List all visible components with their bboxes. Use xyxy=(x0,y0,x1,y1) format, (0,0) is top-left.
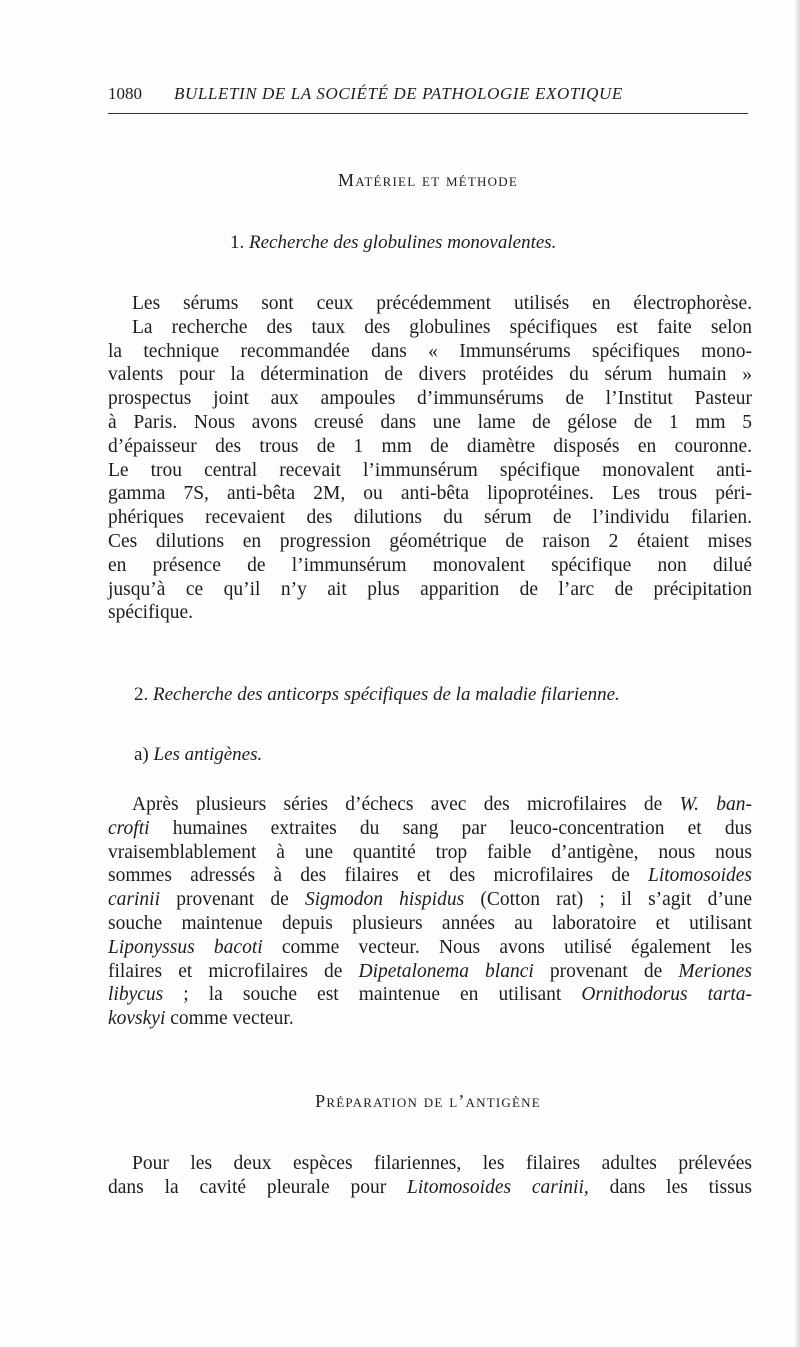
paragraph-preparation xyxy=(108,1152,752,1200)
text-line: d’épaisseur des trous de 1 mm de diamètre disposés en couronne. xyxy=(108,435,752,457)
text-line: kovskyi comme vecteur. xyxy=(108,1008,294,1030)
section-title-preparation: Préparation de l’antigène xyxy=(315,1091,541,1111)
subheading-2 xyxy=(134,684,620,706)
text-line: vraisemblablement à une quantité trop faible d’antigène, nous nous xyxy=(108,841,752,863)
text-line: valents pour la détermination de divers protéides du sérum humain » xyxy=(108,364,752,386)
text-line: jusqu’à ce qu’il n’y ait plus apparition de l’arc de précipitation xyxy=(108,578,752,600)
text-line: gamma 7S, anti-bêta 2M, ou anti-bêta lipoprotéines. Les trous péri- xyxy=(108,483,752,505)
text-line: dans la cavité pleurale pour Litomosoides carinii, dans les tissus xyxy=(108,1176,753,1198)
running-head: BULLETIN DE LA SOCIÉTÉ DE PATHOLOGIE EXOTIQUE xyxy=(174,84,623,103)
subheading-1 xyxy=(230,232,556,254)
text-line: crofti humaines extraites du sang par leuco-concentration et dus xyxy=(108,817,752,839)
text-line: Ces dilutions en progression géométrique de raison 2 étaient mises xyxy=(108,530,752,552)
text-line: libycus ; la souche est maintenue en utilisant Ornithodorus tarta- xyxy=(108,984,752,1006)
text-line: Pour les deux espèces filariennes, les filaires adultes prélevées xyxy=(132,1153,752,1174)
text-line: Liponyssus bacoti comme vecteur. Nous avons utilisé également les xyxy=(108,936,752,958)
paragraph-globulines xyxy=(108,292,752,625)
header-rule xyxy=(108,113,748,114)
text-line: la technique recommandée dans « Immunsérums spécifiques mono- xyxy=(108,340,752,362)
text-line: sommes adressés à des filaires et des microfilaires de Litomosoides xyxy=(108,865,752,887)
text-line: phériques recevaient des dilutions du sérum de l’individu filarien. xyxy=(108,507,752,529)
text-line: Le trou central recevait l’immunsérum spécifique monovalent anti- xyxy=(108,459,752,481)
page-edge xyxy=(794,0,800,1347)
subheading-1-title: Recherche des globulines monovalentes. xyxy=(249,232,557,253)
text-line: prospectus joint aux ampoules d’immunsérums de l’Institut Pasteur xyxy=(108,388,752,410)
section-title-materiel-methode: Matériel et méthode xyxy=(338,170,518,190)
subheading-2a xyxy=(134,744,262,766)
text-line: La recherche des taux des globulines spécifiques est faite selon xyxy=(132,316,752,338)
text-line: en présence de l’immunsérum monovalent spécifique non dilué xyxy=(108,554,752,576)
text-line: carinii provenant de Sigmodon hispidus (Cotton rat) ; il s’agit d’une xyxy=(108,889,752,911)
paragraph-antigenes xyxy=(108,793,752,1031)
page-number: 1080 xyxy=(108,84,142,103)
text-line: Après plusieurs séries d’échecs avec des microfilaires de W. ban- xyxy=(132,794,752,815)
subheading-2-number: 2. xyxy=(134,684,149,705)
subheading-2-title: Recherche des anticorps spécifiques de la maladie filarienne. xyxy=(153,684,620,705)
subheading-2a-label: a) xyxy=(134,744,149,765)
page-header xyxy=(108,84,752,108)
subheading-2a-title: Les antigènes. xyxy=(153,744,263,765)
text-line: à Paris. Nous avons creusé dans une lame de gélose de 1 mm 5 xyxy=(108,411,752,433)
text-line: Les sérums sont ceux précédemment utilisés en électrophorèse. xyxy=(132,293,752,314)
text-line: souche maintenue depuis plusieurs années au laboratoire et utilisant xyxy=(108,912,752,934)
subheading-1-number: 1. xyxy=(230,232,245,253)
text-line: spécifique. xyxy=(108,602,194,624)
text-line: filaires et microfilaires de Dipetalonema blanci provenant de Meriones xyxy=(108,960,752,982)
